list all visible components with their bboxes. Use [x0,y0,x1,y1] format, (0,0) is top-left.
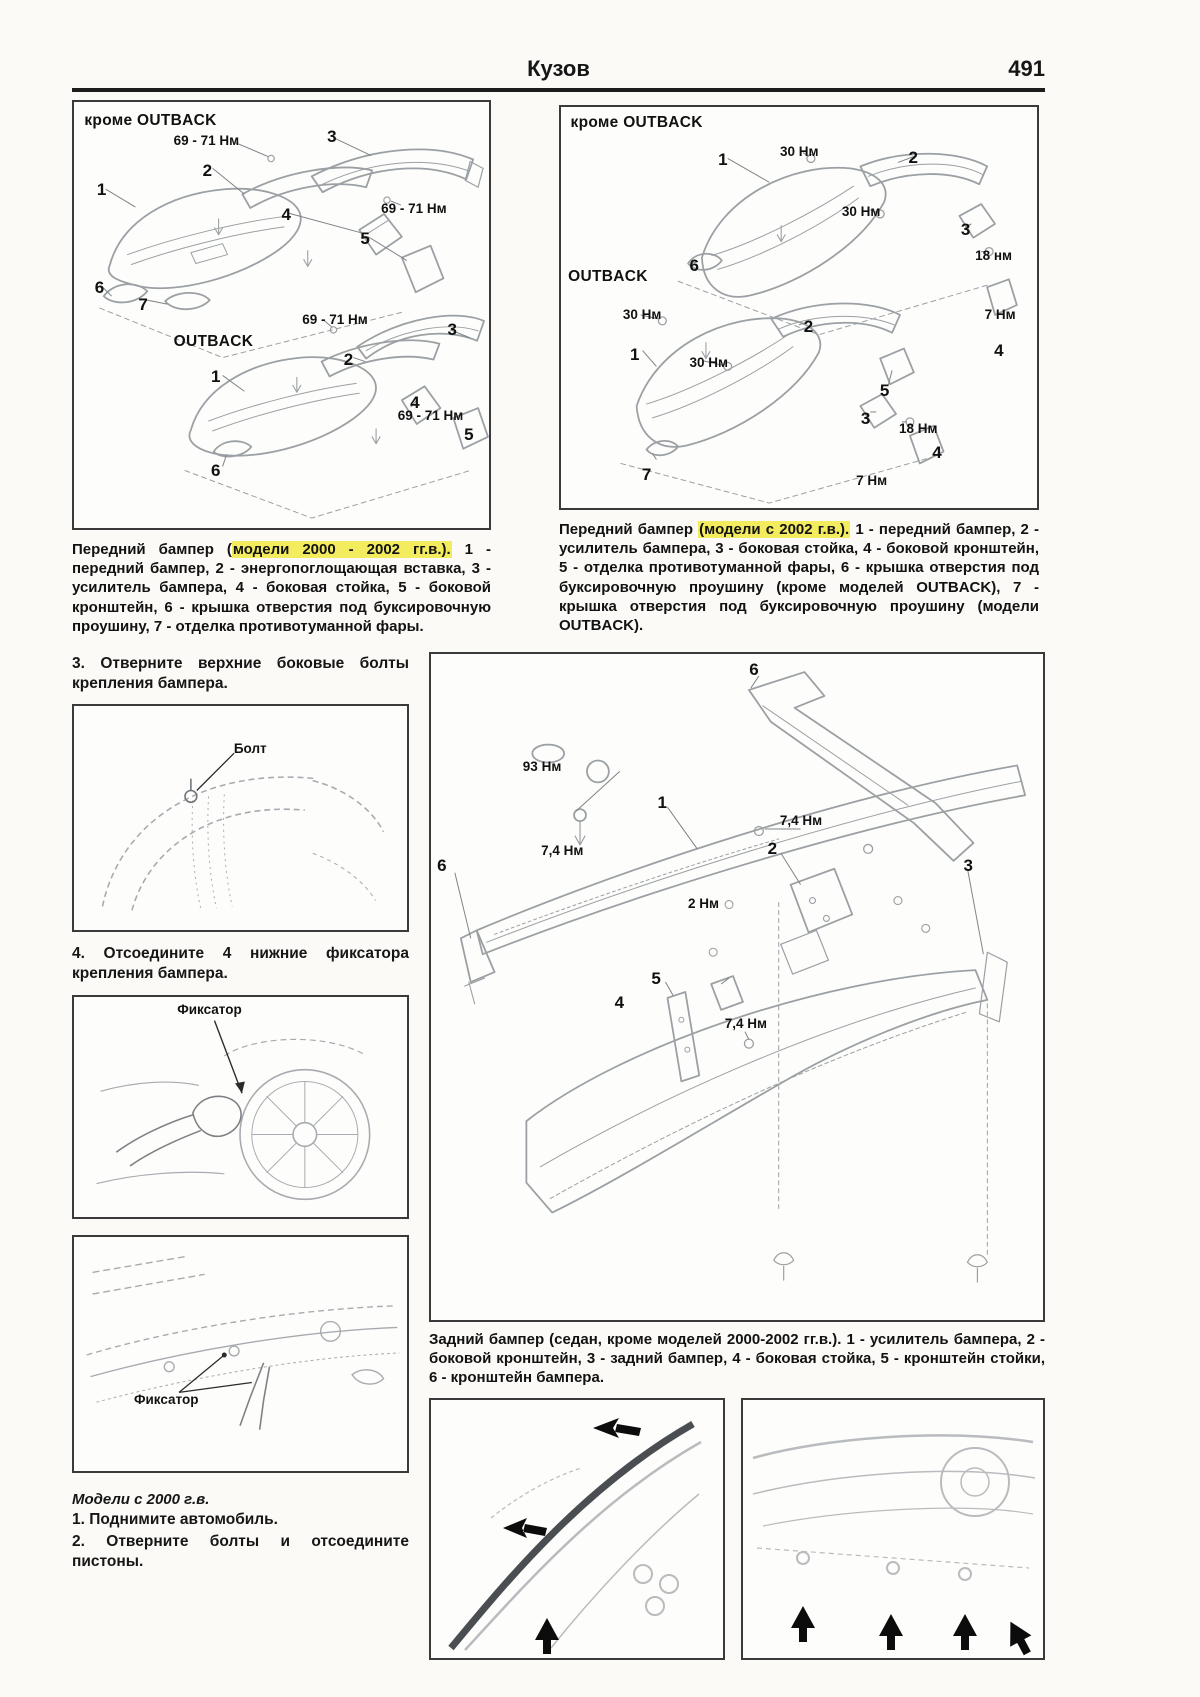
instruction-step-3: 3. Отверните верхние боковые болты крепления бампера. [72,654,409,693]
part-callout: 3 [960,220,971,240]
part-callout: 1 [210,367,221,387]
wheel-arch-bolt-sketch [74,706,407,930]
variant-tag: кроме OUTBACK [570,114,703,132]
torque-label: 93 Нм [522,759,562,775]
manual-page [72,40,1045,1660]
clip-label: Фиксатор [177,1002,242,1018]
caption-rest: 1 - передний бампер, 2 - энергопоглощающая вставка, 3 - усилитель бампера, 4 - боковая стойка, 5 - боковой кронштейн, 6 - крышка отверстия под буксировочную проушину, 7 - отделка противотуманной фары. [72,541,491,635]
leader-lines [179,1354,252,1391]
part-callout: 5 [879,380,890,400]
figure-upper-side-bolt [72,704,409,932]
caption-front-bumper-2002 [559,520,1039,635]
torque-label: 69 - 71 Нм [381,201,447,217]
caption-prefix: Передний бампер [559,521,699,538]
clip-label: Фиксатор [133,1392,199,1408]
models-note: Модели с 2000 г.в. [72,1490,210,1508]
leader-dot [222,1352,227,1357]
part-callout: 4 [410,392,420,412]
torque-label: 69 - 71 Нм [302,311,368,327]
part-callout: 2 [908,148,918,168]
part-callout: 5 [651,969,661,989]
part-callout: 6 [94,277,105,297]
underbody-clip-sketch [74,1237,407,1471]
photo-bumper-corner-clips [429,1398,725,1660]
torque-label: 7 Нм [984,306,1016,322]
torque-label: 30 Нм [622,306,662,322]
figure-lower-clip-underbody [72,1235,409,1473]
header-rule [72,88,1045,92]
part-callout: 1 [630,344,640,364]
part-callout: 3 [447,320,457,340]
part-callout: 7 [138,294,148,314]
part-callout: 7 [641,464,652,484]
part-callout: 1 [96,179,107,199]
torque-label: 7 Нм [856,472,888,488]
figure-rear-bumper [429,652,1045,1322]
bumper-corner-photo-art [431,1400,723,1658]
left-column [72,652,409,1572]
bolt-label: Болт [233,741,267,757]
caption-rest: 1 - передний бампер, 2 - усилитель бампера, 3 - боковая стойка, 4 - боковой кронштейн, 5 - отделка противотуманной фары, 6 - крышка отверстия под буксировочную проушину (кроме моделей OUTBACK), 7 - крышка отверстия под буксировочную проушину (модели OUTBACK). [559,521,1039,634]
variant-tag: OUTBACK [173,333,254,351]
torque-label: 69 - 71 Нм [173,132,240,148]
figure-lower-clip-wheel [72,995,409,1219]
leader-line [214,1020,242,1093]
underbody-photo-art [743,1400,1043,1658]
photo-underbody-clips [741,1398,1045,1660]
part-callout: 2 [202,160,213,180]
variant-tag: кроме OUTBACK [84,111,217,129]
part-callout: 1 [718,150,728,170]
caption-highlight: модели 2000 - 2002 гг.в.). [232,541,451,558]
part-callout: 2 [767,839,778,859]
clip-arrow-markers [791,1606,1038,1658]
part-callout: 6 [210,460,221,480]
caption-highlight: (модели с 2002 г.в.). [699,521,850,538]
leader-arrowhead [235,1081,245,1093]
clip-arrow-markers [503,1418,641,1654]
right-column [429,652,1045,1660]
caption-prefix: Передний бампер ( [72,541,232,558]
part-callout: 2 [343,350,354,370]
part-callout: 6 [437,856,447,876]
part-callout: 3 [963,856,973,876]
torque-label: 69 - 71 Нм [397,407,464,423]
figure-front-bumper-2002 [559,105,1039,510]
part-callout: 4 [281,205,291,225]
torque-label: 7,4 Нм [541,842,584,858]
front-bumper-2000-diagram-art [74,102,489,528]
part-callout: 5 [360,228,370,248]
instruction-step-4: 4. Отсоедините 4 нижние фиксатора крепления бампера. [72,945,409,983]
part-callout: 3 [327,126,337,146]
page-title: Кузов [527,56,590,81]
part-callout: 6 [689,256,699,276]
torque-label: 18 Нм [898,420,938,436]
leader-line [197,753,234,790]
part-callout: 4 [614,992,625,1012]
instruction-step-1: 1. Поднимите автомобиль. [72,1510,278,1528]
instruction-step-2: 2. Отверните болты и отсоедините пистоны. [72,1532,409,1570]
part-callout: 4 [994,340,1004,360]
variant-tag: OUTBACK [568,268,648,286]
wheel-clip-hand-sketch [74,997,407,1217]
page-header [72,40,1045,84]
torque-label: 7,4 Нм [779,812,823,828]
part-callout: 1 [657,792,667,812]
torque-label: 2 Нм [688,896,720,912]
figure-front-bumper-2000-2002 [72,100,491,530]
caption-front-bumper-2000-2002 [72,540,491,636]
page-number: 491 [1008,56,1045,81]
torque-label: 30 Нм [841,204,881,220]
torque-label: 30 Нм [689,354,729,370]
part-callout: 4 [932,442,942,462]
part-callout: 6 [749,659,759,679]
torque-label: 7,4 Нм [724,1015,768,1031]
torque-label: 18 нм [975,248,1013,264]
part-callout: 2 [803,316,814,336]
torque-label: 30 Нм [779,144,819,160]
rear-bumper-diagram-art [431,654,1043,1320]
part-callout: 5 [464,424,474,444]
caption-rear-bumper: Задний бампер (седан, кроме моделей 2000-2002 гг.в.). 1 - усилитель бампера, 2 - боковой кронштейн, 3 - задний бампер, 4 - боковая стойка, 5 - кронштейн стойки, 6 - кронштейн бампера. [429,1330,1045,1387]
part-callout: 3 [860,408,871,428]
